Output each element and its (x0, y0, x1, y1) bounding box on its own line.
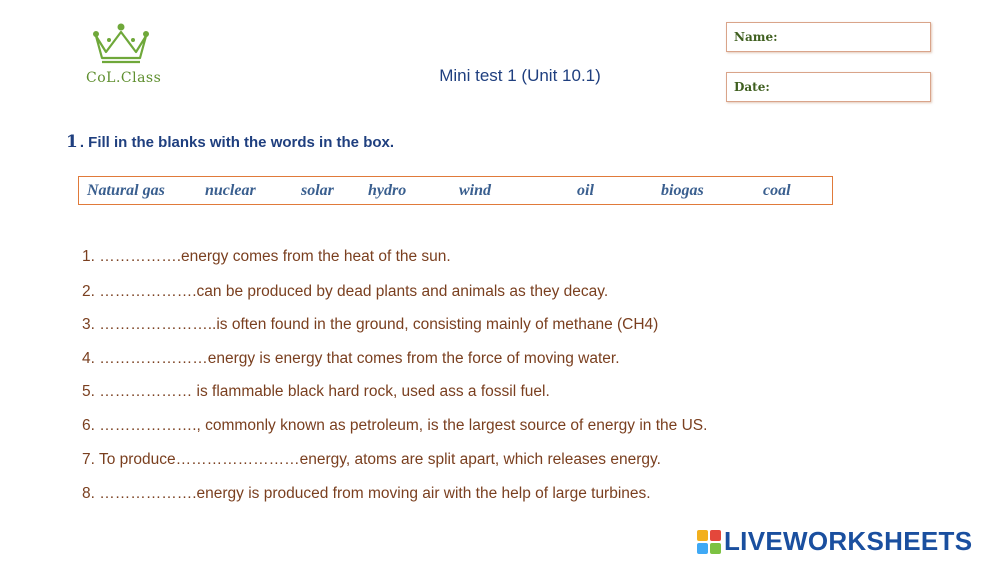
date-field[interactable] (726, 72, 931, 102)
crown-icon (90, 22, 152, 64)
liveworksheets-logo-icon (697, 530, 721, 554)
date-label: Date: (734, 80, 770, 94)
question-heading (66, 132, 394, 152)
word-item: oil (577, 182, 594, 199)
sentence-7: 7. To produce……………………energy, atoms are split apart, which releases energy. (82, 451, 661, 468)
sentence-6: 6. ………………., commonly known as petroleum, is the largest source of energy in the US. (82, 417, 708, 434)
liveworksheets-brand (697, 526, 997, 556)
question-instruction: . Fill in the blanks with the words in the box. (79, 134, 395, 151)
word-item: coal (763, 182, 791, 199)
name-label: Name: (734, 30, 778, 44)
sentence-5: 5. ……………… is flammable black hard rock, used ass a fossil fuel. (82, 383, 550, 400)
sentence-2: 2. ……………….can be produced by dead plants and animals as they decay. (82, 283, 609, 300)
word-item: nuclear (205, 182, 256, 199)
sentence-1: 1. …………….energy comes from the heat of the sun. (82, 248, 451, 265)
word-item: wind (459, 182, 492, 199)
sentence-4: 4. …………………energy is energy that comes from the force of moving water. (82, 350, 620, 367)
word-box (78, 176, 833, 205)
logo-text: CoL.Class (86, 70, 162, 86)
name-field[interactable] (726, 22, 931, 52)
brand-text: LIVEWORKSHEETS (724, 526, 973, 556)
word-item: biogas (661, 182, 704, 199)
sentence-3: 3. …………………..is often found in the ground, consisting mainly of methane (CH4) (82, 316, 659, 333)
word-item: hydro (368, 182, 407, 199)
word-item: Natural gas (87, 182, 165, 199)
page-title: Mini test 1 (Unit 10.1) (439, 66, 601, 85)
sentence-8: 8. ……………….energy is produced from moving air with the help of large turbines. (82, 485, 651, 502)
word-item: solar (301, 182, 334, 199)
question-number: 1 (66, 132, 78, 152)
